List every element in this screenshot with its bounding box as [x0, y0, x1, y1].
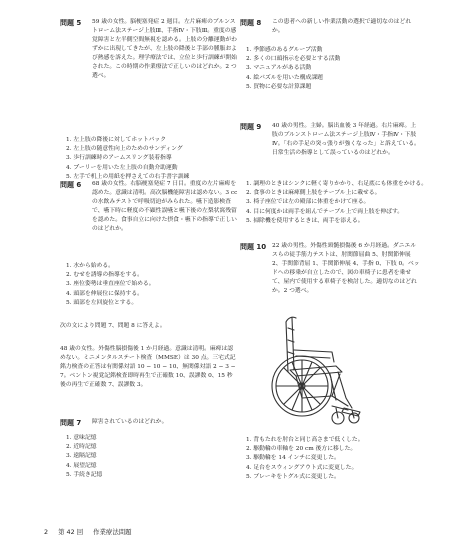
- options-list: [66, 136, 189, 182]
- option-item: 2. 左上肢の随意性向上のためのサンディング: [66, 146, 183, 153]
- question-stem: 22 歳の男性。外傷性頸髄損傷後 6 か月経過。ダニエルスらの徒手筋力テストは、肘関節屈曲 5、肘関節伸展 2、手関節背屈 1、手関節伸展 4、手指 0、下肢 0。ベッドへの移乗が自立したので、図の車椅子に患者を乗せて、屋内で使用する車椅子を検討した。適切なのはどれか。2 つ選べ。: [272, 243, 420, 294]
- option-item: 4. 足台をスウィングアウト式に変更した。: [246, 464, 358, 471]
- option-item: 3. 遠隔記憶: [66, 453, 97, 460]
- q78-case-text: 48 歳の女性。外傷性脳損傷後 1 か月経過。意識は清明。麻痺は認めない。ミニメンタルステート検査（MMSE）は 30 点。三宅式記銘力検査の正答は有関係対語 10 − 10 − 10、無関係対語 2 − 3 − 7。ベントン視覚記銘検査即時再生で正確数 10、誤謬数 0、15 秒後の再生で正確数 7、誤謬数 3。: [60, 346, 236, 388]
- option-item: 4. プーリーを用いた左上肢の自動介助運動: [66, 164, 178, 171]
- option-item: 4. 目に何度かは両手を組んでテーブル上で両上肢を伸ばす。: [246, 208, 404, 215]
- question-8: [240, 18, 420, 36]
- page-number: 2: [44, 528, 49, 536]
- option-item: 3. 歩行訓練時のアームスリング装着指導: [66, 155, 172, 162]
- option-item: 5. 買物に必要な計算課題: [246, 83, 312, 90]
- option-item: 4. 頭部を伸展位に保持する。: [66, 290, 143, 297]
- question-10: [240, 242, 420, 296]
- option-item: 3. マニュアルがある活動: [246, 65, 312, 72]
- question-stem: 障害されているのはどれか。: [92, 419, 168, 425]
- question-6: [60, 180, 240, 234]
- option-item: 2. 食事のときは麻痺側上肢をテーブル上に載せる。: [246, 190, 381, 197]
- question-stem: この患者への新しい作業活動の選択で適切なのはどれか。: [272, 19, 412, 34]
- options-list: [66, 262, 155, 308]
- options-list: [246, 436, 364, 482]
- q78-intro: 次の文により問題 7、問題 8 に答えよ。: [60, 323, 166, 329]
- question-7: [60, 418, 240, 428]
- question-9: [240, 122, 420, 158]
- exam-number: 第 42 回: [58, 528, 84, 536]
- question-label: 問題 10: [240, 243, 267, 251]
- question-label: 問題 8: [240, 19, 262, 27]
- question-label: 問題 6: [60, 181, 82, 189]
- options-list: [246, 180, 427, 226]
- option-item: 1. 調理のときはシンクに軽く寄りかかり、右足底にも体重をかける。: [246, 181, 428, 187]
- exam-subject: 作業療法問題: [93, 528, 132, 536]
- option-item: 1. 背もたれを肘台と同じ高さまで低くした。: [246, 437, 364, 443]
- question-5: [60, 18, 240, 81]
- question-stem: 68 歳の女性。右脳梗塞発症 7 日目。重度の左片麻痺を認めた。意識は清明。高次脳機能障害は認めない。3 cc の水飲みテストで呼吸切迫がみられた。嚥下造影検査で、嚥下時に軽度の不顕性誤嚥と嚥下後の左梨状窩残留を認めた。食事自立に向けた摂食・嚥下の指導で正しいのはどれか。: [92, 181, 238, 232]
- option-item: 5. 掃除機を使用するときは、両手を添える。: [246, 217, 364, 224]
- options-list: [66, 434, 102, 480]
- question-label: 問題 9: [240, 123, 262, 131]
- option-item: 5. 頭部を左回旋位とする。: [66, 299, 138, 306]
- option-item: 3. 駆動輪を 14 インチに変更した。: [246, 455, 340, 462]
- question-label: 問題 7: [60, 419, 82, 427]
- option-item: 4. 絵パズルを用いた構成課題: [246, 74, 323, 81]
- question-stem: 40 歳の男性。主婦。脳出血後 3 年経過。右片麻痺。上肢のブルンストローム法ステージ上肢Ⅳ・手指Ⅳ・下肢Ⅳ。「右の手足の突っ張りが強くなった」と訴えている。日常生活の指導として誤っているのはどれか。: [272, 123, 420, 156]
- option-item: 5. 左手で机上の用紙を押さえての右手書字訓練: [66, 173, 190, 180]
- option-item: 1. 季節感のあるグループ活動: [246, 47, 323, 53]
- options-list: [246, 46, 340, 92]
- option-item: 2. 近時記憶: [66, 444, 97, 451]
- option-item: 2. むせを誘導の指導をする。: [66, 272, 143, 279]
- option-item: 2. 駆動輪の車軸を 20 cm 後方に移した。: [246, 446, 357, 453]
- option-item: 4. 展望記憶: [66, 462, 97, 469]
- page-footer: [44, 527, 140, 536]
- option-item: 3. 椅子座位では左の殿部に体重をかけて座る。: [246, 199, 370, 206]
- option-item: 1. 水から始める。: [66, 263, 114, 269]
- question-stem: 59 歳の女性。脳梗塞発症 2 週目。左片麻痺のブルンストローム法ステージ上肢Ⅲ、手指Ⅳ・下肢Ⅲ。重度の感覚障害と左半側空間無視を認める。上肢の分離運動がわずかに出現してきたが、左上肢の降後と手部の腫脹および熱感を訴えた。理学療法では、立位と歩行訓練が開始された。この時期の作業療法で正しいのはどれか。2 つ選べ。: [92, 19, 237, 79]
- option-item: 5. 手続き記憶: [66, 471, 103, 478]
- wheelchair-illustration: [266, 312, 370, 430]
- option-item: 1. 意味記憶: [66, 435, 97, 441]
- question-label: 問題 5: [60, 19, 82, 27]
- option-item: 1. 左上肢の降後に対してホットパック: [66, 137, 167, 143]
- option-item: 3. 座位姿勢は垂直座位で始める。: [66, 281, 155, 288]
- option-item: 2. 多くの口頭指示を必要とする活動: [246, 56, 341, 63]
- option-item: 5. ブレーキをトグル式に変更した。: [246, 473, 340, 480]
